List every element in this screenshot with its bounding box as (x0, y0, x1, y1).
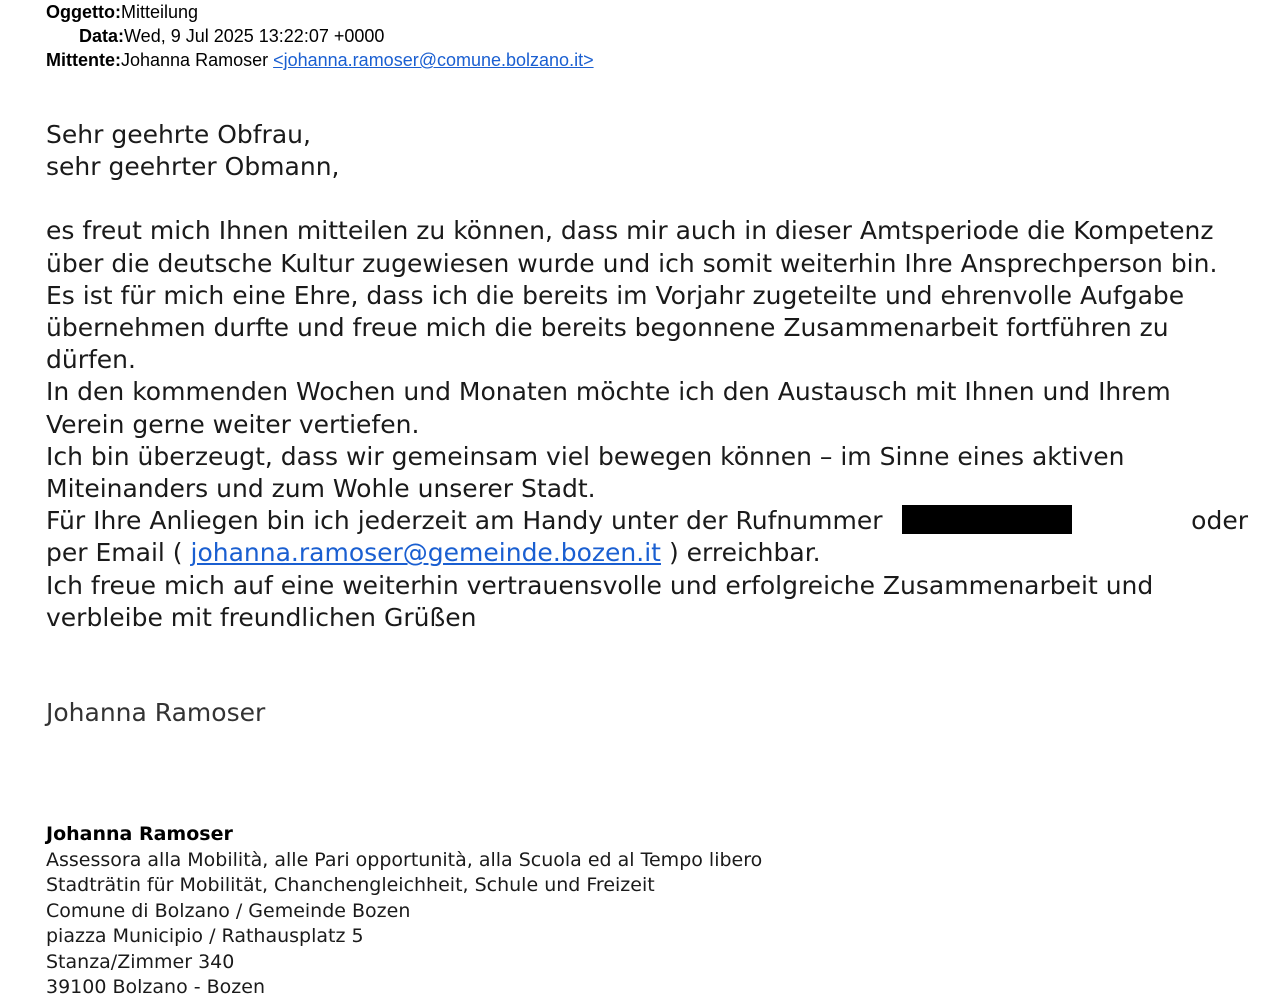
subject-row (46, 0, 594, 24)
subject-label: Oggetto: (46, 2, 121, 22)
paragraph-3: In den kommenden Wochen und Monaten möchte ich den Austausch mit Ihnen und Ihrem Verein gerne weiter vertiefen. (46, 377, 1171, 439)
email-outro: ) erreichbar. (668, 538, 821, 568)
date-label: Data: (79, 26, 125, 46)
date-row (46, 24, 594, 48)
paragraph-4: Ich bin überzeugt, dass wir gemeinsam viel bewegen können – im Sinne eines aktiven Miteinanders und zum Wohle unserer Stadt. (46, 441, 1125, 504)
signature-block (46, 822, 762, 1001)
signature-address: piazza Municipio / Rathausplatz 5 (46, 925, 364, 947)
date-value: Wed, 9 Jul 2025 13:22:07 +0000 (124, 26, 385, 46)
paragraph-5-line-1 (46, 505, 1246, 537)
signature-role-it: Assessora alla Mobilità, alle Pari opportunità, alla Scuola ed al Tempo libero (46, 848, 763, 871)
paragraph-6: Ich freue mich auf eine weiterhin vertrauensvolle und erfolgreiche Zusammenarbeit und verbleibe mit freundlichen Grüßen (46, 570, 1154, 632)
signature-role-de: Stadträtin für Mobilität, Chanchengleichheit, Schule und Freizeit (46, 874, 655, 896)
contact-email-link[interactable]: johanna.ramoser@gemeinde.bozen.it (190, 538, 661, 568)
sender-name: Johanna Ramoser (121, 50, 269, 70)
email-body (46, 119, 1246, 634)
signature-block-name: Johanna Ramoser (46, 823, 233, 845)
redacted-phone-number (902, 505, 1072, 534)
signature-name: Johanna Ramoser (46, 698, 266, 727)
sender-email-link[interactable]: <johanna.ramoser@comune.bolzano.it> (273, 50, 594, 70)
paragraph-5-line-2 (46, 537, 1246, 569)
phone-intro: Für Ihre Anliegen bin ich jederzeit am Handy unter der Rufnummer (46, 506, 883, 536)
signature-municipality: Comune di Bolzano / Gemeinde Bozen (46, 899, 411, 922)
email-headers (46, 0, 594, 72)
email-intro: per Email ( (46, 538, 183, 568)
greeting-line-1: Sehr geehrte Obfrau, (46, 120, 311, 149)
oder-text: oder (1191, 506, 1248, 536)
signature-postal: 39100 Bolzano - Bozen (46, 976, 266, 998)
greeting-line-2: sehr geehrter Obmann, (46, 152, 340, 182)
sender-label: Mittente: (46, 50, 121, 70)
paragraph-2: Es ist für mich eine Ehre, dass ich die bereits im Vorjahr zugeteilte und ehrenvolle Aufgabe übernehmen durfte und freue mich die bereits begonnene Zusammenarbeit fortführen zu dürfen. (46, 280, 1185, 375)
sender-row (46, 48, 594, 72)
signature-room: Stanza/Zimmer 340 (46, 950, 235, 973)
paragraph-1: es freut mich Ihnen mitteilen zu können, dass mir auch in dieser Amtsperiode die Kompetenz über die deutsche Kultur zugewiesen wurde und ich somit weiterhin Ihre Ansprechperson bin. (46, 216, 1218, 278)
subject-value: Mitteilung (120, 2, 199, 22)
paragraph-gap (46, 183, 1246, 215)
